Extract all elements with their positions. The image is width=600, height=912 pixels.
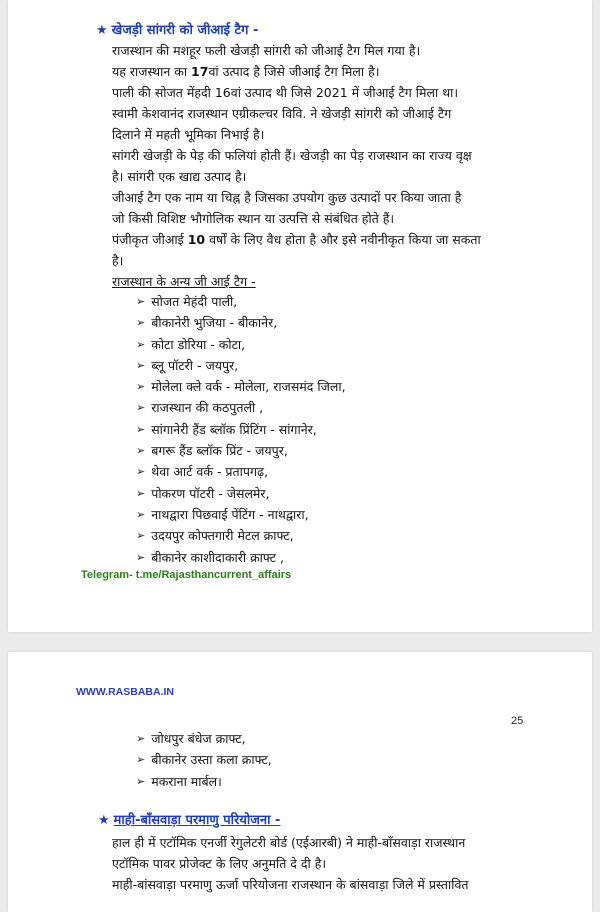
arrow-icon: ➢ [136,465,146,479]
body-line: है। सांगरी एक खाद्य उत्पाद है। [112,169,247,184]
body-line: है। [112,253,124,268]
list-item: ➢ नाथद्वारा पिछवाई पेंटिंग - नाथद्वारा, [136,504,556,525]
list-item: ➢ ब्लू पॉटरी - जयपुर, [136,355,556,376]
body-line: यह राजस्थान का 17वां उत्पाद है जिसे जीआई टैग मिला है। [112,64,380,79]
mahi-body [112,832,552,895]
body-line: राजस्थान की मशहूर फली खेजड़ी सांगरी को जीआई टैग मिल गया है। [112,43,421,58]
body-line: माही-बांसवाड़ा परमाणु ऊर्जा परियोजना राजस्थान के बांसवाड़ा जिले में प्रस्तावित [112,877,469,892]
document-page-2 [8,652,592,912]
section-heading-khejri [96,20,258,38]
list-item: ➢ सांगानेरी हैंड ब्लॉक प्रिंटिंग - सांगानेर, [136,419,556,440]
khejri-body [112,40,552,292]
list-item: ➢ राजस्थान की कठपुतली , [136,397,556,418]
telegram-link[interactable]: Telegram- t.me/Rajasthancurrent_affairs [81,569,292,581]
arrow-icon: ➢ [136,295,146,308]
arrow-icon: ➢ [136,507,146,521]
list-item: ➢ पोकरण पॉटरी - जेसलमेर, [136,483,556,504]
list-item: ➢ मोलेला क्ले वर्क - मोलेला, राजसमंद जिला, [136,376,556,397]
arrow-icon: ➢ [136,401,146,415]
arrow-icon: ➢ [136,358,146,372]
body-line: पंजीकृत जीआई 10 वर्षों के लिए वैध होता है और इसे नवीनीकृत किया जा सकता [112,232,481,247]
arrow-icon: ➢ [136,486,146,500]
body-line: जो किसी विशिष्ट भौगोलिक स्थान या उत्पत्ति से संबंधित होते हैं। [112,211,395,226]
list-item: ➢ थेवा आर्ट वर्क - प्रतापगढ़, [136,461,556,482]
body-line: स्वामी केशवानंद राजस्थान एग्रीकल्चर विवि. ने खेजड़ी सांगरी को जीआई टैग [112,106,452,121]
list-item: ➢ बीकानेर काशीदाकारी क्राफ्ट , [136,547,556,568]
list-item: ➢ बीकानेर उस्ता कला क्राफ्ट, [136,749,556,770]
body-line: हाल ही में एटॉमिक एनर्जी रेगुलेटरी बोर्ड (एईआरबी) ने माही-बाँसवाड़ा राजस्थान [112,835,466,850]
section-heading-mahi [98,810,280,828]
arrow-icon: ➢ [136,422,146,436]
arrow-icon: ➢ [136,337,146,351]
list-item: ➢ मकराना मार्बल। [136,771,556,792]
arrow-icon: ➢ [136,380,146,394]
heading-text: खेजड़ी सांगरी को जीआई टैग - [111,23,259,38]
arrow-icon: ➢ [136,316,146,330]
document-page-1 [8,0,592,632]
list-item: ➢ कोटा डोरिया - कोटा, [136,334,556,355]
heading-text: माही-बाँसवाड़ा परमाणु परियोजना - [113,813,281,828]
arrow-icon: ➢ [136,550,146,564]
arrow-icon: ➢ [136,444,146,458]
gi-tag-list-continued [136,728,556,792]
arrow-icon: ➢ [136,529,146,543]
body-line: एटॉमिक पावर प्रोजेक्ट के लिए अनुमति दे दी है। [112,856,327,871]
star-icon: ★ [96,23,108,38]
list-item: ➢ बगरू हैंड ब्लॉक प्रिंट - जयपुर, [136,440,556,461]
list-item: ➢ बीकानेरी भुजिया - बीकानेर, [136,312,556,333]
gi-tag-list [136,291,556,568]
list-item: ➢ उदयपुर कोफ्तगारी मेटल क्राफ्ट, [136,525,556,546]
body-line: जीआई टैग एक नाम या चिह्न है जिसका उपयोग कुछ उत्पादों पर किया जाता है [112,190,462,205]
body-line: सांगरी खेजड़ी के पेड़ की फलियां होती हैं। खेजड़ी का पेड़ राजस्थान का राज्य वृक्ष [112,148,472,163]
star-icon: ★ [98,813,110,828]
arrow-icon: ➢ [136,753,146,767]
list-item: ➢ जोधपुर बंधेज क्राफ्ट, [136,728,556,749]
gi-list-subheading: राजस्थान के अन्य जी आई टैग - [112,274,256,289]
arrow-icon: ➢ [136,732,146,745]
page-number: 25 [511,715,524,727]
body-line: दिलाने में महती भूमिका निभाई है। [112,127,265,142]
site-url[interactable]: WWW.RASBABA.IN [76,686,174,698]
list-item: ➢ सोजत मेहंदी पाली, [136,291,556,312]
body-line: पाली की सोजत मेंहदी 16वां उत्पाद थी जिसे 2021 में जीआई टैग मिला था। [112,85,459,100]
arrow-icon: ➢ [136,774,146,788]
